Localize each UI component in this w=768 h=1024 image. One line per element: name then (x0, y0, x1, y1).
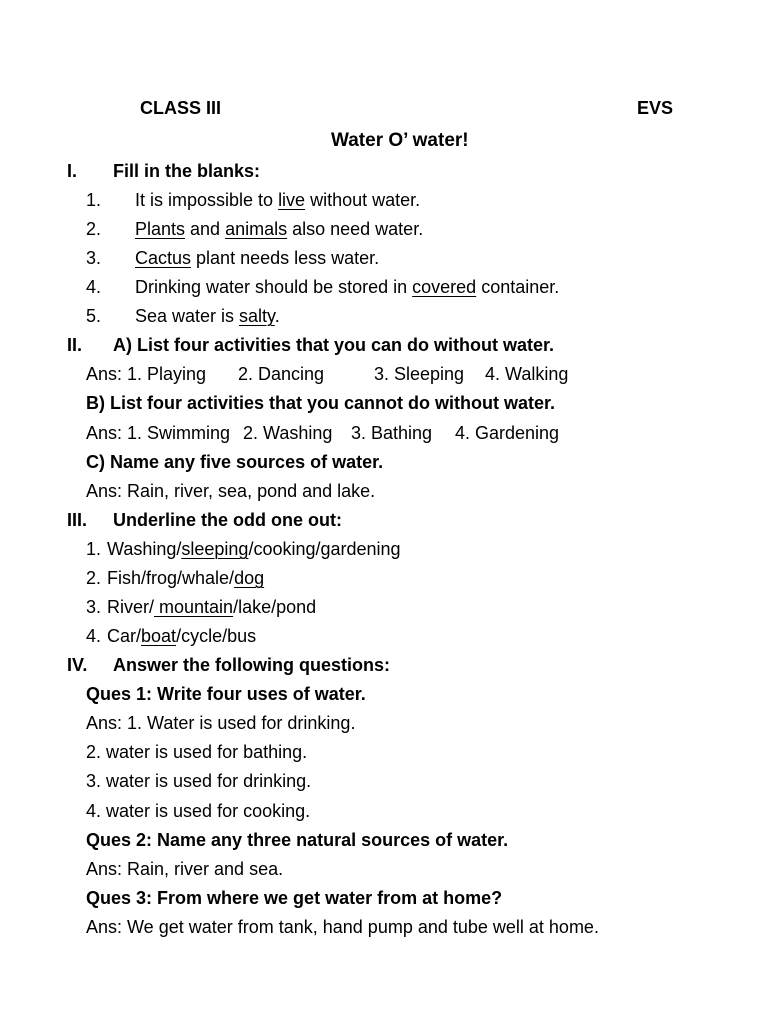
list-number: 1. (86, 539, 102, 559)
list-number: 1. (86, 190, 102, 210)
question-heading: Ques 2: Name any three natural sources of water. (86, 830, 509, 850)
answer-underlined: salty (239, 306, 275, 326)
answer-part: 3. Bathing (351, 423, 433, 443)
subject-label: EVS (637, 98, 674, 118)
answer-text: Ans: Rain, river and sea. (86, 859, 284, 879)
section-numeral: II. (67, 335, 83, 355)
list-number: 5. (86, 306, 102, 326)
answer-text: Ans: We get water from tank, hand pump and tube well at home. (86, 917, 599, 937)
list-item: Plants and animals also need water. (135, 219, 424, 239)
answer-text: Ans: Rain, river, sea, pond and lake. (86, 481, 376, 501)
page-title: Water O’ water! (331, 130, 469, 151)
odd-one-underlined: dog (234, 568, 265, 588)
answer-text: 3. water is used for drinking. (86, 771, 312, 791)
list-item: River/ mountain/lake/pond (107, 597, 317, 617)
answer-part: 2. Washing (243, 423, 333, 443)
answer-part: 3. Sleeping (374, 364, 465, 384)
question-heading: A) List four activities that you can do without water. (113, 335, 555, 355)
section-numeral: III. (67, 510, 88, 530)
question-heading: B) List four activities that you cannot do without water. (86, 393, 556, 413)
section-numeral: I. (67, 161, 78, 181)
answer-part: 4. Gardening (455, 423, 560, 443)
answer-text: Ans: 1. Water is used for drinking. (86, 713, 356, 733)
answer-part: Ans: 1. Swimming (86, 423, 231, 443)
question-heading: C) Name any five sources of water. (86, 452, 384, 472)
answer-text: 2. water is used for bathing. (86, 742, 308, 762)
answer-text: 4. water is used for cooking. (86, 801, 311, 821)
question-heading: Ques 1: Write four uses of water. (86, 684, 366, 704)
answer-underlined: animals (225, 219, 288, 239)
list-number: 4. (86, 626, 102, 646)
list-number: 4. (86, 277, 102, 297)
list-number: 3. (86, 597, 102, 617)
list-item: Car/boat/cycle/bus (107, 626, 257, 646)
answer-underlined: Cactus (135, 248, 192, 268)
list-item: Washing/sleeping/cooking/gardening (107, 539, 401, 559)
answer-underlined: covered (412, 277, 477, 297)
section-heading: Answer the following questions: (113, 655, 391, 675)
section-heading: Fill in the blanks: (113, 161, 261, 181)
list-item: Fish/frog/whale/dog (107, 568, 265, 588)
answer-part: Ans: 1. Playing (86, 364, 207, 384)
question-heading: Ques 3: From where we get water from at home? (86, 888, 503, 908)
list-number: 2. (86, 568, 102, 588)
section-heading: Underline the odd one out: (113, 510, 342, 530)
section-numeral: IV. (67, 655, 88, 675)
list-item: Sea water is salty. (135, 306, 280, 326)
answer-underlined: live (278, 190, 306, 210)
odd-one-underlined: mountain (154, 597, 234, 617)
list-item: Drinking water should be stored in covered container. (135, 277, 560, 297)
answer-part: 2. Dancing (238, 364, 325, 384)
list-item: It is impossible to live without water. (135, 190, 421, 210)
odd-one-underlined: boat (141, 626, 177, 646)
list-item: Cactus plant needs less water. (135, 248, 380, 268)
odd-one-underlined: sleeping (181, 539, 249, 559)
answer-part: 4. Walking (485, 364, 569, 384)
list-number: 3. (86, 248, 102, 268)
list-number: 2. (86, 219, 102, 239)
answer-underlined: Plants (135, 219, 186, 239)
class-label: CLASS III (140, 98, 222, 118)
